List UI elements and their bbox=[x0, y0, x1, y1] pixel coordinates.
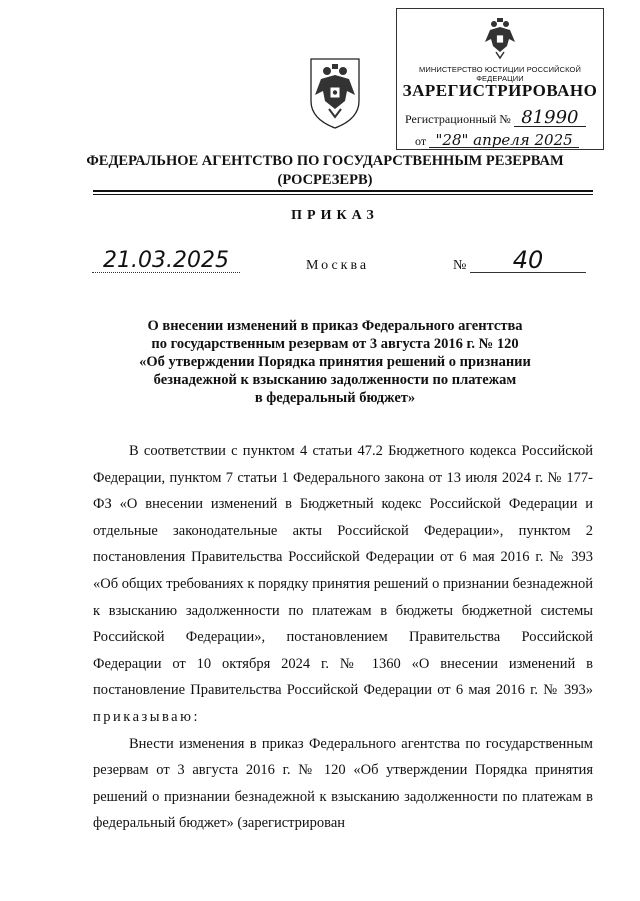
body-paragraph-2: Внести изменения в приказ Федерального агентства по государственным резервам от 3 августа 2016 г. № 120 «Об утверждении Порядка принятия решений о признании безнадежной к взысканию задолженности по платежам в федеральный бюджет» (зарегистрирован bbox=[93, 735, 593, 832]
document-type: ПРИКАЗ bbox=[291, 208, 379, 223]
order-number-sign: № bbox=[453, 258, 467, 273]
stamp-date-prefix: от bbox=[415, 134, 427, 148]
registration-stamp bbox=[396, 8, 604, 150]
body-paragraph-1-end: : bbox=[193, 708, 198, 725]
stamp-ministry-name: МИНИСТЕРСТВО ЮСТИЦИИ РОССИЙСКОЙ ФЕДЕРАЦИИ bbox=[419, 65, 581, 83]
order-title-line4: безнадежной к взысканию задолженности по платежам bbox=[153, 372, 517, 388]
stamp-coat-of-arms-icon bbox=[481, 15, 519, 61]
stamp-date-line bbox=[415, 133, 595, 149]
order-title-line1: О внесении изменений в приказ Федерального агентства bbox=[147, 318, 523, 334]
stamp-registration-line bbox=[405, 107, 595, 128]
body-paragraph-1 bbox=[93, 438, 593, 731]
coat-of-arms-icon bbox=[305, 55, 365, 131]
order-number: 40 bbox=[470, 248, 586, 273]
agency-name-line2: (РОСРЕЗЕРВ) bbox=[277, 172, 373, 188]
stamp-reg-number: 81990 bbox=[514, 110, 586, 127]
agency-name bbox=[60, 152, 590, 190]
order-city: Москва bbox=[306, 258, 370, 273]
order-title-line3: «Об утверждении Порядка принятия решений о признании bbox=[139, 354, 531, 370]
header-rule-thin bbox=[93, 194, 593, 195]
stamp-date-value: "28" апреля 2025 bbox=[429, 133, 579, 148]
stamp-status: ЗАРЕГИСТРИРОВАНО bbox=[402, 81, 598, 100]
order-title-line2: по государственным резервам от 3 августа 2016 г. № 120 bbox=[151, 336, 519, 352]
body-paragraph-1-text: В соответствии с пунктом 4 статьи 47.2 Бюджетного кодекса Российской Федерации, пунктом 7 статьи 1 Федерального закона от 13 июля 2024 г. № 177-ФЗ «О внесении изменений в Бюджетный кодекс Российской Федерации и отдельные законодательные акты Российской Федерации», пунктом 2 постановления Правительства Российской Федерации от 6 мая 2016 г. № 393 «Об общих требованиях к порядку принятия решений о признании безнадежной к взысканию задолженности по платежам в бюджеты бюджетной системы Российской Федерации», постановлением Правительства Российской Федерации от 10 октября 2024 г. № 1360 «О внесении изменений в постановление Правительства Российской Федерации от 6 мая 2016 г. № 393» bbox=[93, 443, 593, 699]
order-body bbox=[93, 438, 593, 837]
order-title-line5: в федеральный бюджет» bbox=[254, 390, 416, 406]
order-date: 21.03.2025 bbox=[92, 250, 240, 273]
stamp-reg-label: Регистрационный № bbox=[405, 112, 511, 126]
agency-name-line1: ФЕДЕРАЛЬНОЕ АГЕНТСТВО ПО ГОСУДАРСТВЕННЫМ РЕЗЕРВАМ bbox=[86, 153, 564, 169]
header-rule-thick bbox=[93, 190, 593, 192]
order-title bbox=[110, 317, 560, 407]
order-word: приказываю bbox=[93, 708, 194, 725]
